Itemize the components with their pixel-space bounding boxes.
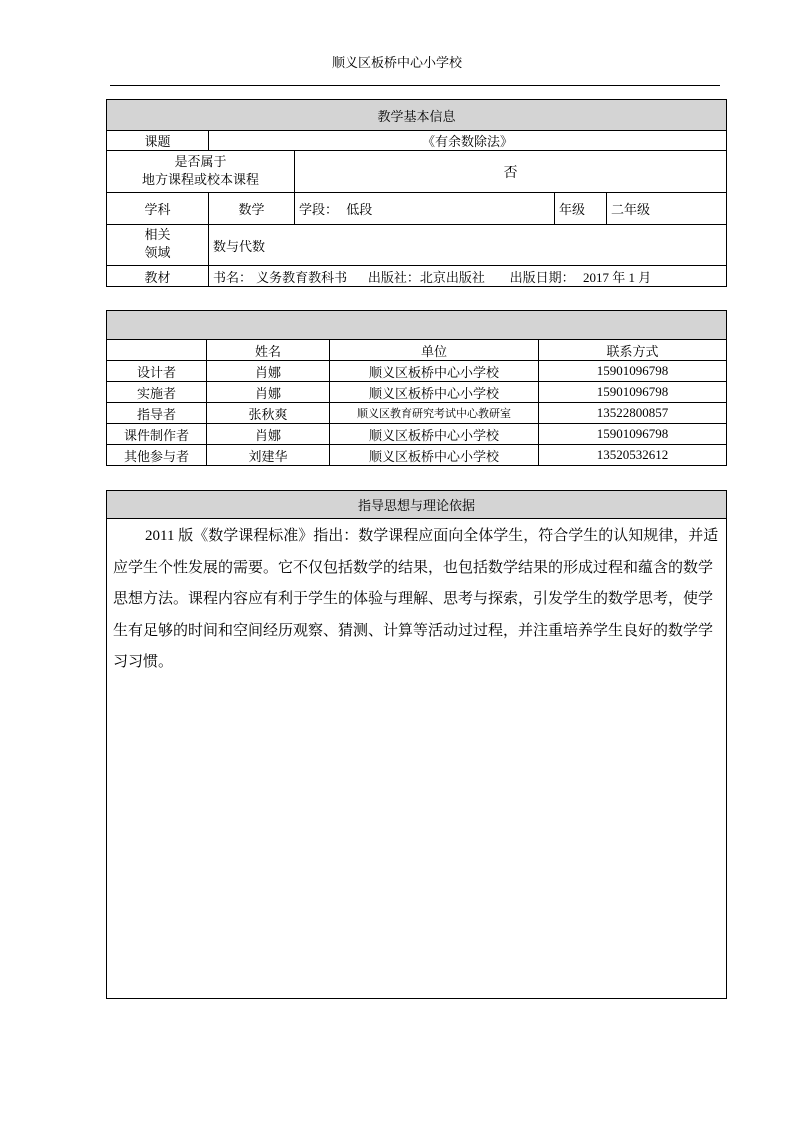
- role-cell: 设计者: [107, 361, 207, 382]
- book-name-label: 书名：: [213, 270, 253, 286]
- table-row: [107, 403, 727, 424]
- topic-label: 课题: [107, 131, 209, 151]
- subject-label: 学科: [107, 193, 209, 225]
- local-course-label-line2: 地方课程或校本课程: [141, 172, 259, 188]
- grade-label: 年级: [555, 193, 607, 225]
- people-col-name: 姓名: [207, 340, 330, 361]
- people-col-unit: 单位: [330, 340, 539, 361]
- stage-value: 低段: [346, 203, 373, 218]
- unit-cell: 顺义区板桥中心小学校: [330, 382, 539, 403]
- domain-label: [107, 225, 209, 266]
- textbook-info: [209, 266, 727, 287]
- local-course-value: 否: [295, 151, 727, 193]
- table-row: [107, 382, 727, 403]
- name-cell: 张秋爽: [207, 403, 330, 424]
- phone-cell: 15901096798: [539, 424, 727, 445]
- people-col-contact: 联系方式: [539, 340, 727, 361]
- textbook-label: 教材: [107, 266, 209, 287]
- phone-cell: 13520532612: [539, 445, 727, 466]
- pub-date-label: 出版日期：: [509, 270, 575, 286]
- name-cell: 肖娜: [207, 382, 330, 403]
- basic-info-title: 教学基本信息: [107, 100, 727, 131]
- unit-cell: 顺义区教育研究考试中心教研室: [330, 403, 539, 424]
- name-cell: 肖娜: [207, 361, 330, 382]
- name-cell: 肖娜: [207, 424, 330, 445]
- unit-cell: 顺义区板桥中心小学校: [330, 361, 539, 382]
- people-table-header-bar: [107, 311, 727, 340]
- table-row: [107, 445, 727, 466]
- school-header: 顺义区板桥中心小学校: [331, 56, 462, 71]
- guidance-body: 2011 版《数学课程标准》指出：数学课程应面向全体学生，符合学生的认知规律，并适应学生个性发展的需要。它不仅包括数学的结果，也包括数学结果的形成过程和蕴含的数学思想方法。课程内容应有利于学生的体验与理解、思考与探索，引发学生的数学思考，使学生有足够的时间和空间经历观察、猜测、计算等活动过过程，并注重培养学生良好的数学学习习惯。: [107, 519, 727, 999]
- phone-cell: 15901096798: [539, 361, 727, 382]
- grade-value: 二年级: [607, 193, 727, 225]
- domain-label-line1: 相关: [144, 228, 171, 243]
- name-cell: 刘建华: [207, 445, 330, 466]
- table-row: [107, 361, 727, 382]
- people-col-role: [107, 340, 207, 361]
- book-name-value: 义务教育教科书: [256, 270, 348, 286]
- local-course-label: [107, 151, 295, 193]
- publisher-value: 北京出版社: [419, 270, 485, 286]
- publisher-label: 出版社：: [367, 270, 420, 286]
- unit-cell: 顺义区板桥中心小学校: [330, 445, 539, 466]
- domain-value: 数与代数: [209, 225, 727, 266]
- phone-cell: 13522800857: [539, 403, 727, 424]
- guidance-table: [106, 490, 727, 999]
- guidance-title: 指导思想与理论依据: [107, 491, 727, 519]
- subject-value: 数学: [209, 193, 295, 225]
- domain-label-line2: 领域: [144, 246, 171, 261]
- table-row: [107, 424, 727, 445]
- role-cell: 其他参与者: [107, 445, 207, 466]
- role-cell: 课件制作者: [107, 424, 207, 445]
- unit-cell: 顺义区板桥中心小学校: [330, 424, 539, 445]
- stage-cell: [295, 193, 555, 225]
- basic-info-table: [106, 99, 727, 287]
- role-cell: 指导者: [107, 403, 207, 424]
- people-table: [106, 310, 727, 466]
- stage-label: 学段：: [299, 203, 339, 218]
- role-cell: 实施者: [107, 382, 207, 403]
- local-course-label-line1: 是否属于: [174, 154, 227, 170]
- header-rule: [110, 85, 720, 86]
- pub-date-value: 2017 年 1 月: [582, 269, 652, 285]
- topic-value: 《有余数除法》: [209, 131, 727, 151]
- phone-cell: 15901096798: [539, 382, 727, 403]
